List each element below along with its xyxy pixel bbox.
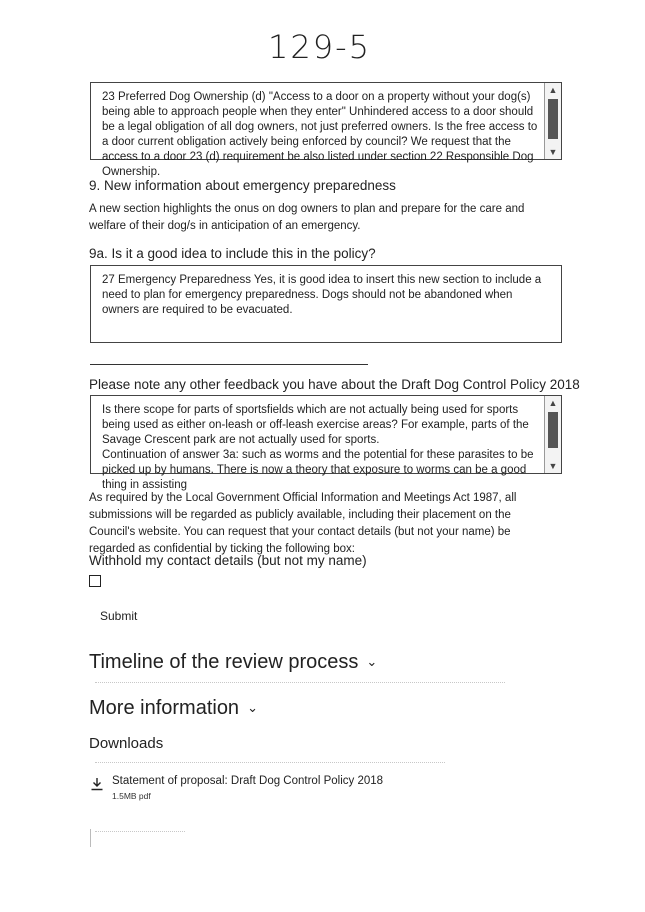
more-information-toggle[interactable] (89, 697, 258, 720)
section-9-heading: 9. New information about emergency preparedness (89, 178, 396, 193)
scan-noise (95, 682, 505, 683)
timeline-heading: Timeline of the review process (89, 651, 359, 673)
preferred-ownership-text: 23 Preferred Dog Ownership (d) "Access to a door on a property without your dog(s) being able to approach people when they enter" Unhindered access to a door should be a legal obligation of all dog owners, not just preferred owners. Is the free access to a door current obligation actively being enforced by council? We request that the access to a door 23 (d) requirement be also listed under section 22 Responsible Dog Ownership. (102, 91, 538, 178)
divider-line (90, 364, 368, 365)
scroll-up-arrow-icon[interactable]: ▲ (548, 85, 558, 95)
download-title[interactable]: Statement of proposal: Draft Dog Control Policy 2018 (112, 775, 384, 787)
emergency-preparedness-textarea[interactable] (90, 265, 562, 343)
privacy-notice: As required by the Local Government Official Information and Meetings Act 1987, all submissions will be regarded as publicly available, including their placement on the Council's website. You can request that your contact details (but not your name) be regarded as confidential by ticking the following box: (89, 492, 517, 555)
scan-noise (95, 762, 445, 763)
withhold-contact-checkbox[interactable] (89, 575, 101, 587)
withhold-label: Withhold my contact details (but not my name) (89, 553, 367, 568)
submit-button[interactable]: Submit (100, 609, 138, 623)
scroll-down-arrow-icon[interactable]: ▼ (548, 461, 558, 471)
section-9-description: A new section highlights the onus on dog owners to plan and prepare for the care and welfare of their dog/s in anticipation of an emergency. (89, 203, 525, 232)
feedback-label: Please note any other feedback you have about the Draft Dog Control Policy 2018 (89, 377, 580, 392)
handwritten-reference: 129-5 (268, 28, 371, 66)
feedback-text: Is there scope for parts of sportsfields which are not actually being used for sports being used as either on-leash or off-leash exercise areas? For example, parts of the Savage Crescent park are not actually used for sports. Continuation of answer 3a: such as worms and the potential for these parasites to be picked up by humans. There is now a theory that exposure to worms can be a good thing in assisting (102, 404, 534, 491)
scroll-down-arrow-icon[interactable]: ▼ (548, 147, 558, 157)
emergency-preparedness-text: 27 Emergency Preparedness Yes, it is good idea to insert this new section to include a need to plan for emergency preparedness. Dogs should not be abandoned when owners are required to be evacuated. (102, 274, 542, 316)
textarea-scrollbar[interactable] (544, 396, 561, 473)
chevron-down-icon: ⌄ (366, 654, 378, 669)
downloads-heading: Downloads (89, 735, 164, 752)
download-icon (90, 777, 104, 791)
preferred-ownership-textarea[interactable] (90, 82, 562, 178)
download-meta: 1.5MB pdf (112, 791, 151, 801)
more-information-heading: More information (89, 697, 240, 719)
question-9a-label: 9a. Is it a good idea to include this in the policy? (89, 246, 376, 261)
feedback-textarea[interactable] (90, 395, 562, 491)
chevron-down-icon: ⌄ (247, 700, 258, 715)
scan-noise (95, 831, 185, 832)
scroll-up-arrow-icon[interactable]: ▲ (548, 398, 558, 408)
timeline-toggle[interactable] (89, 651, 377, 674)
scroll-thumb[interactable] (548, 412, 558, 448)
scroll-thumb[interactable] (548, 99, 558, 139)
textarea-scrollbar[interactable] (544, 83, 561, 159)
scan-artifact (90, 829, 91, 847)
